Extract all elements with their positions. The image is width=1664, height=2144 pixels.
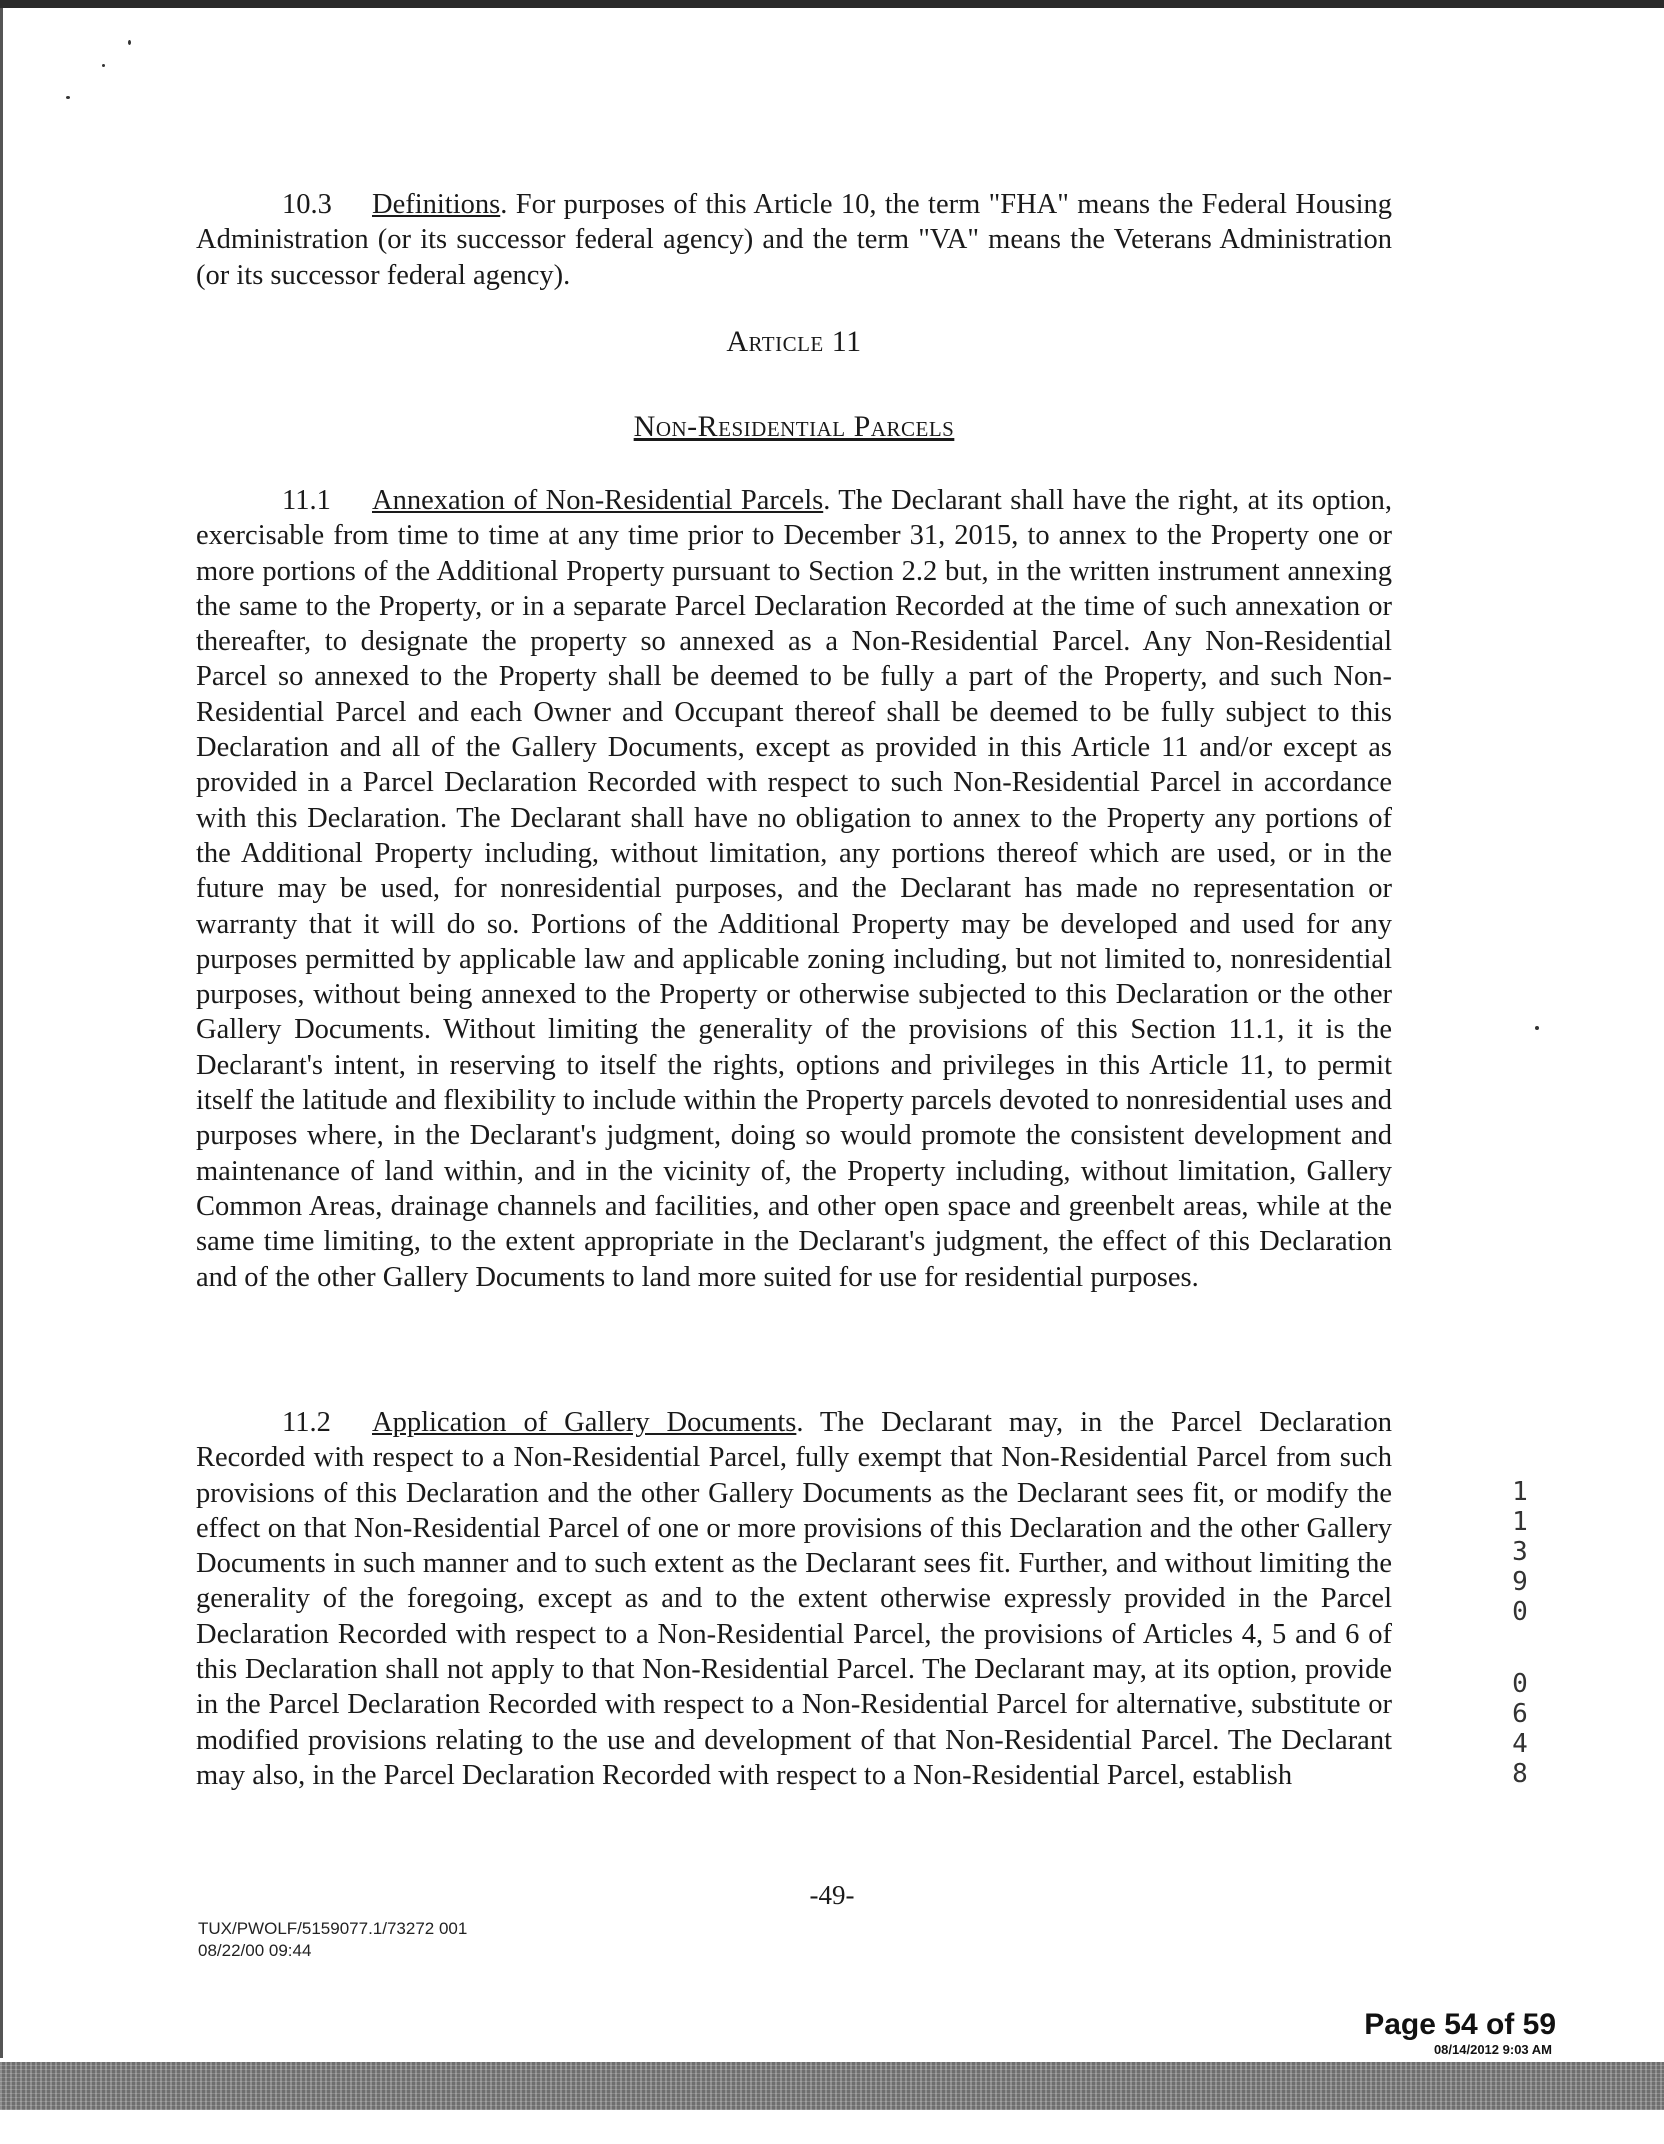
- section-number: 11.2: [282, 1407, 331, 1438]
- scan-top-border: [0, 0, 1664, 8]
- scan-speck: [102, 64, 105, 67]
- section-title: Application of Gallery Documents: [372, 1407, 797, 1438]
- document-id: TUX/PWOLF/5159077.1/73272 001: [198, 1919, 468, 1938]
- section-11-2: [196, 1405, 1392, 1793]
- document-reference: [198, 1918, 467, 1962]
- scan-left-border: [0, 8, 3, 2058]
- section-title: Definitions: [372, 189, 501, 220]
- section-body: . The Declarant may, in the Parcel Declaration Recorded with respect to a Non-Residential Parcel, fully exempt that Non-Residential Parcel from such provisions of this Declaration and the other Gallery Documents as the Declarant sees fit, or modify the effect on that Non-Residential Parcel of one or more provisions of this Declaration and the other Gallery Documents in such manner and to such extent as the Declarant sees fit. Further, and without limiting the generality of the foregoing, except as and to the extent otherwise expressly provided in the Parcel Declaration Recorded with respect to a Non-Residential Parcel, the provisions of Articles 4, 5 and 6 of this Declaration shall not apply to that Non-Residential Parcel. The Declarant may, at its option, provide in the Parcel Declaration Recorded with respect to a Non-Residential Parcel for alternative, substitute or modified provisions relating to the use and development of that Non-Residential Parcel. The Declarant may also, in the Parcel Declaration Recorded with respect to a Non-Residential Parcel, establish: [196, 1407, 1393, 1791]
- recording-digit: 3: [1512, 1537, 1528, 1567]
- section-number: 10.3: [282, 189, 332, 220]
- recorder-timestamp: 08/14/2012 9:03 AM: [1433, 2042, 1552, 2057]
- recording-digit: 6: [1512, 1699, 1528, 1729]
- recording-digit: 1: [1512, 1477, 1528, 1507]
- recording-number-group-1: [1508, 1477, 1532, 1627]
- recording-digit: 9: [1512, 1567, 1528, 1597]
- scan-speck: [128, 40, 131, 45]
- recording-digit: 8: [1512, 1759, 1528, 1789]
- section-title: Annexation of Non-Residential Parcels: [372, 485, 824, 516]
- section-body: . The Declarant shall have the right, at its option, exercisable from time to time at any time prior to December 31, 2015, to annex to the Property one or more portions of the Additional Property pursuant to Section 2.2 but, in the written instrument annexing the same to the Property, or in a separate Parcel Declaration Recorded at the time of such annexation or thereafter, to designate the property so annexed as a Non-Residential Parcel. Any Non-Residential Parcel so annexed to the Property shall be deemed to be fully a part of the Property, and such Non-Residential Parcel and each Owner and Occupant thereof shall be deemed to be fully subject to this Declaration and all of the Gallery Documents, except as provided in this Article 11 and/or except as provided in a Parcel Declaration Recorded with respect to such Non-Residential Parcel in accordance with this Declaration. The Declarant shall have no obligation to annex to the Property any portions of the Additional Property including, without limitation, any portions thereof which are used, or in the future may be used, for nonresidential purposes, and the Declarant has made no representation or warranty that it will do so. Portions of the Additional Property may be developed and used for any purposes permitted by applicable law and applicable zoning including, but not limited to, nonresidential purposes, without being annexed to the Property or otherwise subjected to this Declaration or the other Gallery Documents. Without limiting the generality of the provisions of this Section 11.1, it is the Declarant's intent, in reserving to itself the rights, options and privileges in this Article 11, to permit itself the latitude and flexibility to include within the Property parcels devoted to nonresidential uses and purposes where, in the Declarant's judgment, doing so would promote the consistent development and maintenance of land within, and in the vicinity of, the Property including, without limitation, Gallery Common Areas, drainage channels and facilities, and other open space and greenbelt areas, while at the same time limiting, to the extent appropriate in the Declarant's judgment, the effect of this Declaration and of the other Gallery Documents to land more suited for use for residential purposes.: [196, 485, 1392, 1293]
- recording-digit: 4: [1512, 1729, 1528, 1759]
- recording-digit: 0: [1512, 1669, 1528, 1699]
- scan-speck: [66, 96, 70, 99]
- page-number: -49-: [809, 1880, 855, 1910]
- recorder-page-count: Page 54 of 59: [1364, 2008, 1556, 2041]
- recording-digit: 1: [1512, 1507, 1528, 1537]
- scan-speck: [1535, 1026, 1539, 1030]
- recording-number-group-2: [1508, 1669, 1532, 1789]
- section-number: 11.1: [282, 485, 331, 516]
- article-heading: Article 11: [726, 325, 862, 358]
- article-subheading: Non-Residential Parcels: [633, 410, 955, 443]
- scan-bottom-band: [0, 2062, 1664, 2110]
- recording-digit: 0: [1512, 1597, 1528, 1627]
- document-date: 08/22/00 09:44: [198, 1941, 312, 1960]
- section-body: . For purposes of this Article 10, the term "FHA" means the Federal Housing Administration (or its successor federal agency) and the term "VA" means the Veterans Administration (or its successor federal agency).: [196, 189, 1392, 291]
- section-11-1: [196, 483, 1392, 1295]
- section-10-3: [196, 187, 1392, 293]
